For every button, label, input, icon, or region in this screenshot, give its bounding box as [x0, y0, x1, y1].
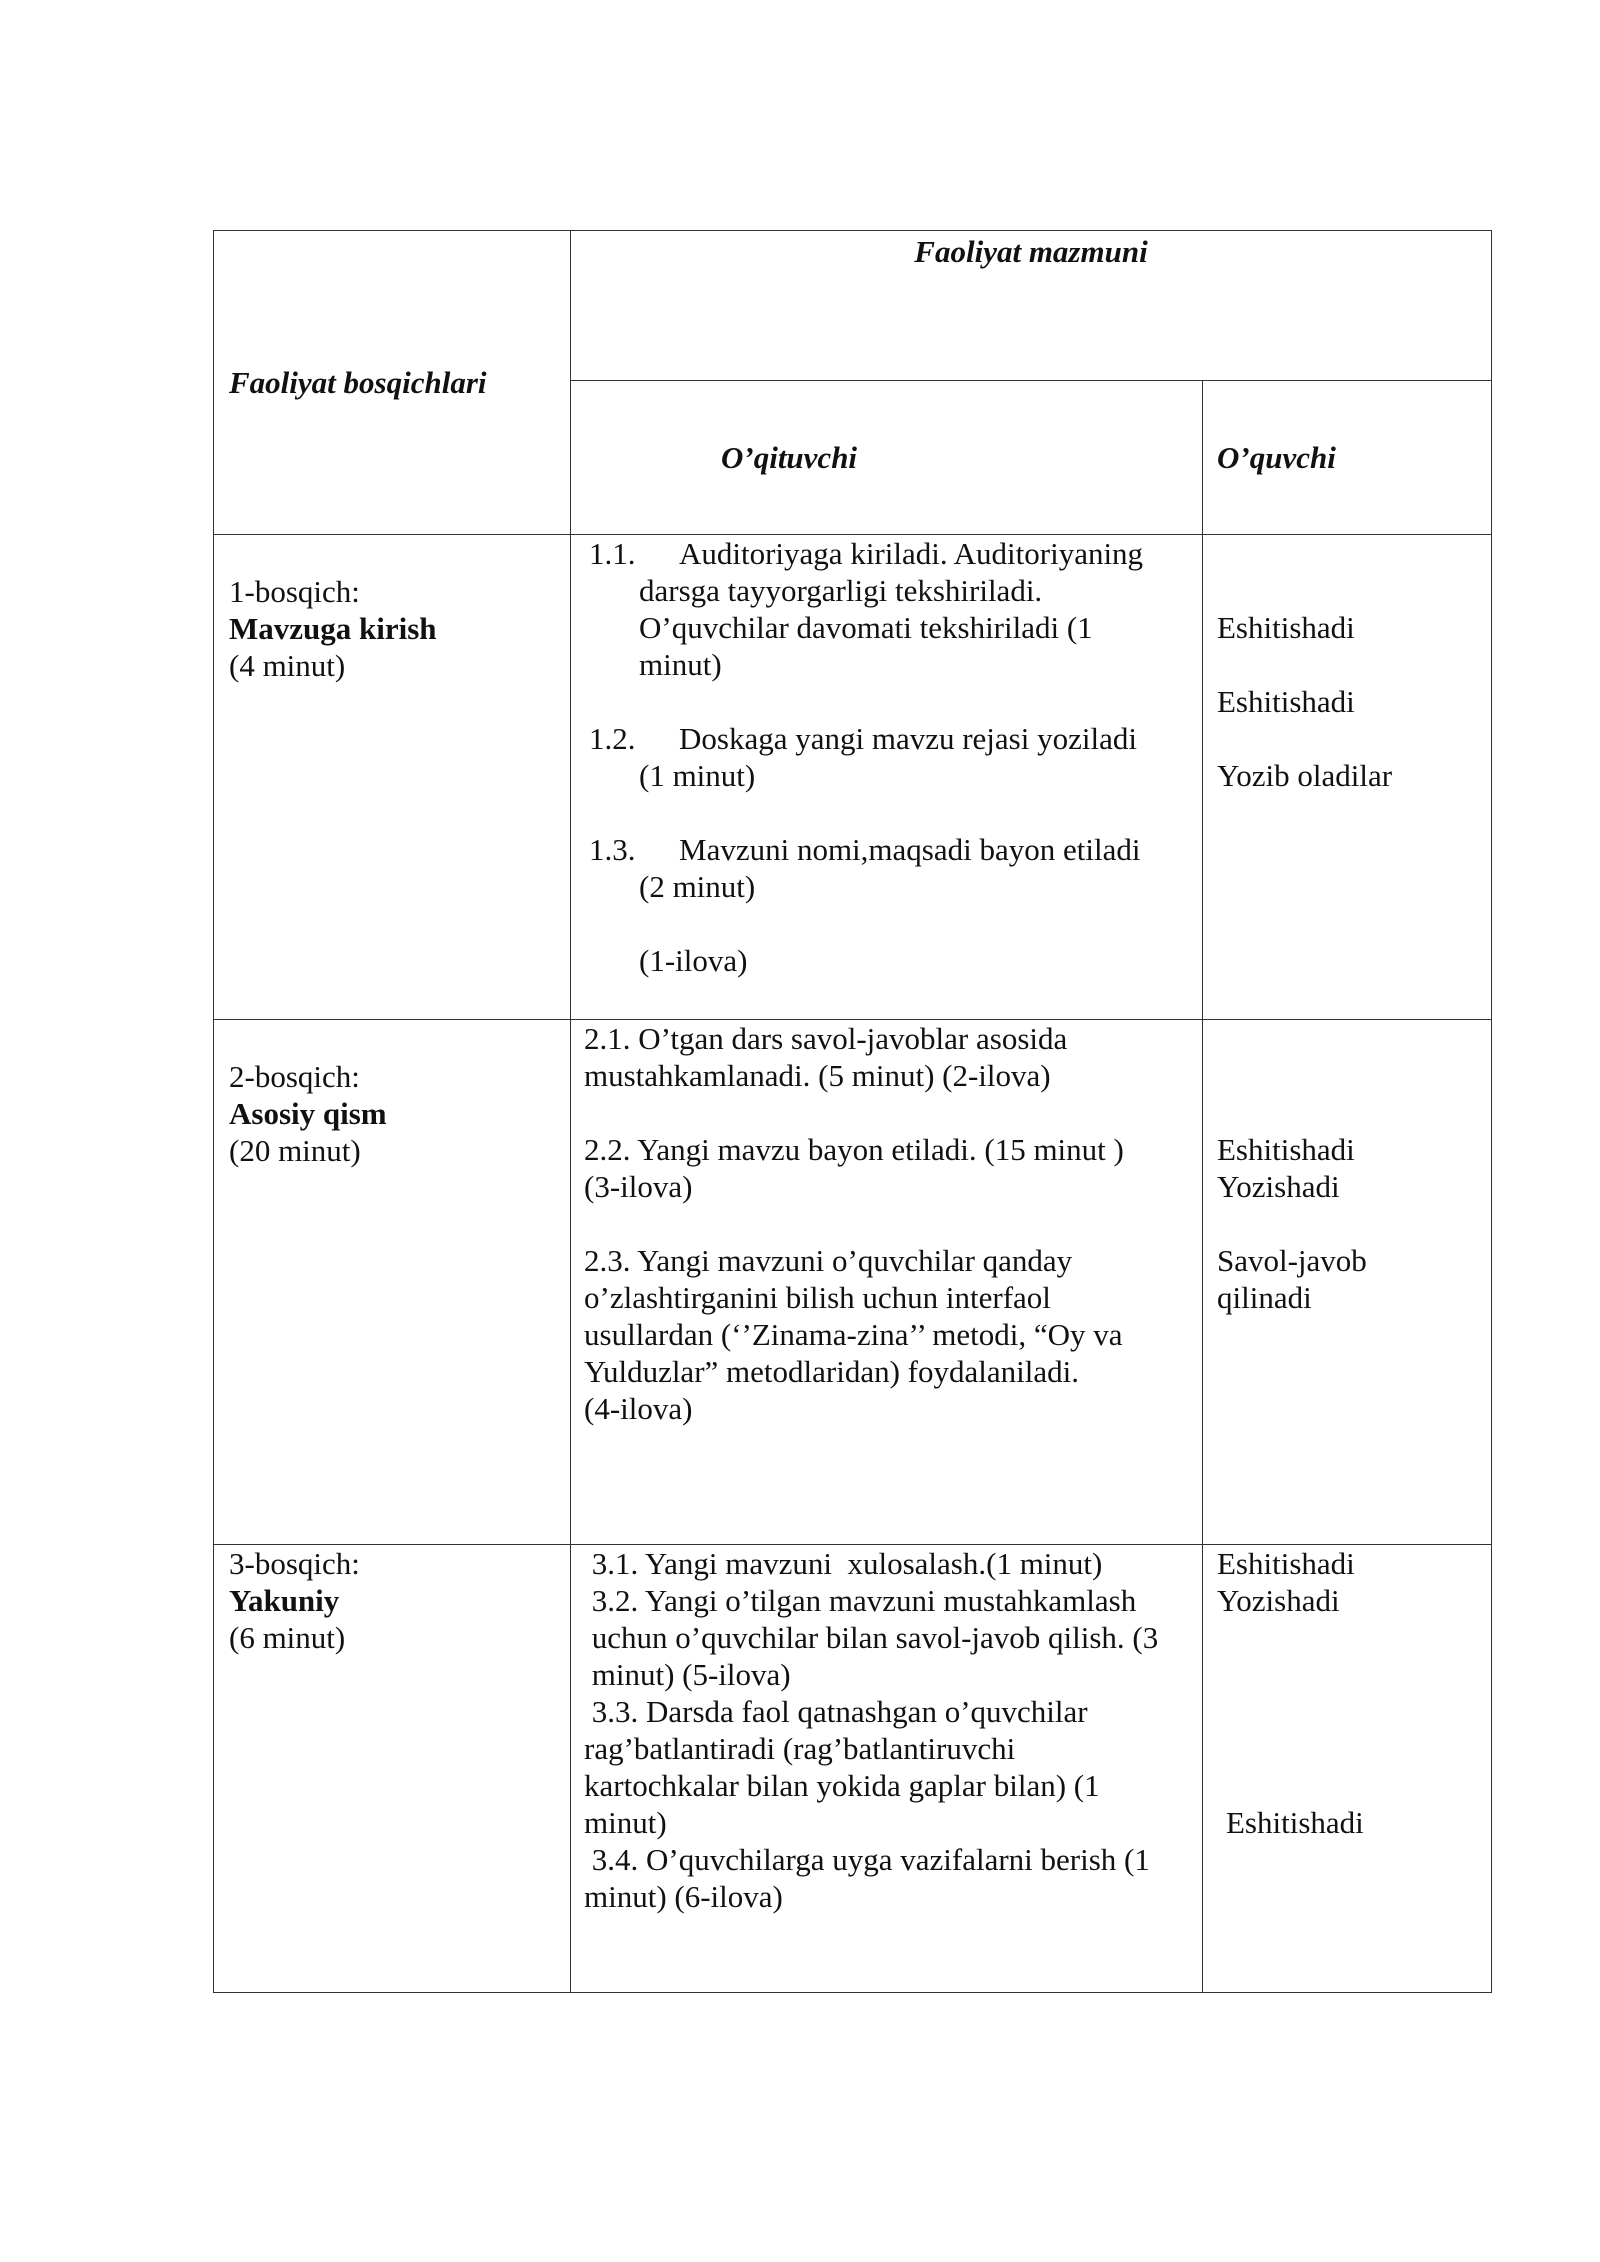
- stage1-item1-num: 1.1.: [589, 536, 636, 571]
- header-stages-title: Faoliyat bosqichlari: [229, 365, 487, 400]
- stage2-teacher-line1: 2.1. O’tgan dars savol-javoblar asosida: [584, 1021, 1068, 1056]
- stage3-teacher-line9: 3.4. O’quvchilarga uyga vazifalarni berish (1: [584, 1842, 1150, 1877]
- header-student-cell: [1203, 381, 1492, 535]
- stage1-student-line3: Yozib oladilar: [1217, 758, 1393, 793]
- stage3-teacher-line2: 3.2. Yangi o’tilgan mavzuni mustahkamlash: [584, 1583, 1137, 1618]
- stage1-item2-line2: (1 minut): [639, 758, 756, 793]
- lesson-plan-table: [213, 230, 1492, 1993]
- stage2-title: 2-bosqich:: [229, 1059, 360, 1094]
- stage3-title: 3-bosqich:: [229, 1546, 360, 1581]
- header-teacher-cell: [571, 381, 1203, 535]
- stage1-teacher-cell: [571, 535, 1203, 1020]
- stage1-item3-line1: Mavzuni nomi,maqsadi bayon etiladi: [679, 832, 1141, 867]
- table-row-stage3: [214, 1545, 1492, 1993]
- stage3-time: (6 minut): [229, 1620, 346, 1655]
- stage2-teacher-line2: mustahkamlanadi. (5 minut) (2-ilova): [584, 1058, 1051, 1093]
- stage3-cell: [214, 1545, 571, 1993]
- stage2-student-line1: Eshitishadi: [1217, 1132, 1355, 1167]
- header-student-title: O’quvchi: [1217, 440, 1336, 475]
- stage3-teacher-line5: 3.3. Darsda faol qatnashgan o’quvchilar: [584, 1694, 1088, 1729]
- stage2-name: Asosiy qism: [229, 1096, 387, 1131]
- stage2-time: (20 minut): [229, 1133, 361, 1168]
- stage3-teacher-line10: minut) (6-ilova): [584, 1879, 783, 1914]
- stage1-student-line1: Eshitishadi: [1217, 610, 1355, 645]
- stage3-teacher-cell: [571, 1545, 1203, 1993]
- stage3-teacher-line3: uchun o’quvchilar bilan savol-javob qilish. (3: [584, 1620, 1159, 1655]
- stage1-item1-line4: minut): [639, 647, 722, 682]
- stage1-name: Mavzuga kirish: [229, 611, 437, 646]
- stage3-teacher-line8: minut): [584, 1805, 667, 1840]
- stage1-item2-num: 1.2.: [589, 721, 636, 756]
- stage1-item3: [571, 831, 1192, 979]
- stage2-teacher-line6: o’zlashtirganini bilish uchun interfaol: [584, 1280, 1051, 1315]
- stage2-student-cell: [1203, 1020, 1492, 1545]
- stage3-student-line3: Eshitishadi: [1226, 1805, 1364, 1840]
- stage1-item3-line2: (2 minut): [639, 869, 756, 904]
- stage2-student-line4: qilinadi: [1217, 1280, 1312, 1315]
- table-row-stage2: [214, 1020, 1492, 1545]
- stage2-teacher-line8: Yulduzlar” metodlaridan) foydalaniladi.: [584, 1354, 1079, 1389]
- stage3-teacher-line1: 3.1. Yangi mavzuni xulosalash.(1 minut): [584, 1546, 1103, 1581]
- stage3-student-line1: Eshitishadi: [1217, 1546, 1355, 1581]
- stage1-item1: [571, 535, 1192, 683]
- stage1-title: 1-bosqich:: [229, 574, 360, 609]
- stage2-teacher-line9: (4-ilova): [584, 1391, 693, 1426]
- stage2-teacher-line3: 2.2. Yangi mavzu bayon etiladi. (15 minut ): [584, 1132, 1124, 1167]
- table-header-row: [214, 231, 1492, 381]
- stage1-item3-line3: (1-ilova): [639, 943, 748, 978]
- stage1-item1-line1: Auditoriyaga kiriladi. Auditoriyaning: [679, 536, 1144, 571]
- stage3-teacher-line4: minut) (5-ilova): [584, 1657, 791, 1692]
- stage1-item3-num: 1.3.: [589, 832, 636, 867]
- header-teacher-title: O’qituvchi: [721, 440, 858, 475]
- stage2-teacher-line4: (3-ilova): [584, 1169, 693, 1204]
- stage2-teacher-line5: 2.3. Yangi mavzuni o’quvchilar qanday: [584, 1243, 1073, 1278]
- stage3-student-cell: [1203, 1545, 1492, 1993]
- stage3-student-line2: Yozishadi: [1217, 1583, 1340, 1618]
- stage1-item1-line2: darsga tayyorgarligi tekshiriladi.: [639, 573, 1043, 608]
- header-content-cell: [571, 231, 1492, 381]
- table-row-stage1: [214, 535, 1492, 1020]
- stage3-name: Yakuniy: [229, 1583, 340, 1618]
- stage2-student-line2: Yozishadi: [1217, 1169, 1340, 1204]
- stage2-cell: [214, 1020, 571, 1545]
- stage3-teacher-line7: kartochkalar bilan yokida gaplar bilan) (1: [584, 1768, 1100, 1803]
- stage1-item1-line3: O’quvchilar davomati tekshiriladi (1: [639, 610, 1093, 645]
- stage2-teacher-line7: usullardan (‘’Zinama-zina’’ metodi, “Oy va: [584, 1317, 1123, 1352]
- stage1-student-line2: Eshitishadi: [1217, 684, 1355, 719]
- stage1-time: (4 minut): [229, 648, 346, 683]
- stage1-item2: [571, 720, 1192, 794]
- stage1-item2-line1: Doskaga yangi mavzu rejasi yoziladi: [679, 721, 1137, 756]
- header-stages-cell: [214, 231, 571, 535]
- stage1-student-cell: [1203, 535, 1492, 1020]
- stage3-teacher-line6: rag’batlantiradi (rag’batlantiruvchi: [584, 1731, 1016, 1766]
- stage1-cell: [214, 535, 571, 1020]
- header-content-title: Faoliyat mazmuni: [914, 234, 1148, 269]
- stage2-student-line3: Savol-javob: [1217, 1243, 1367, 1278]
- stage2-teacher-cell: [571, 1020, 1203, 1545]
